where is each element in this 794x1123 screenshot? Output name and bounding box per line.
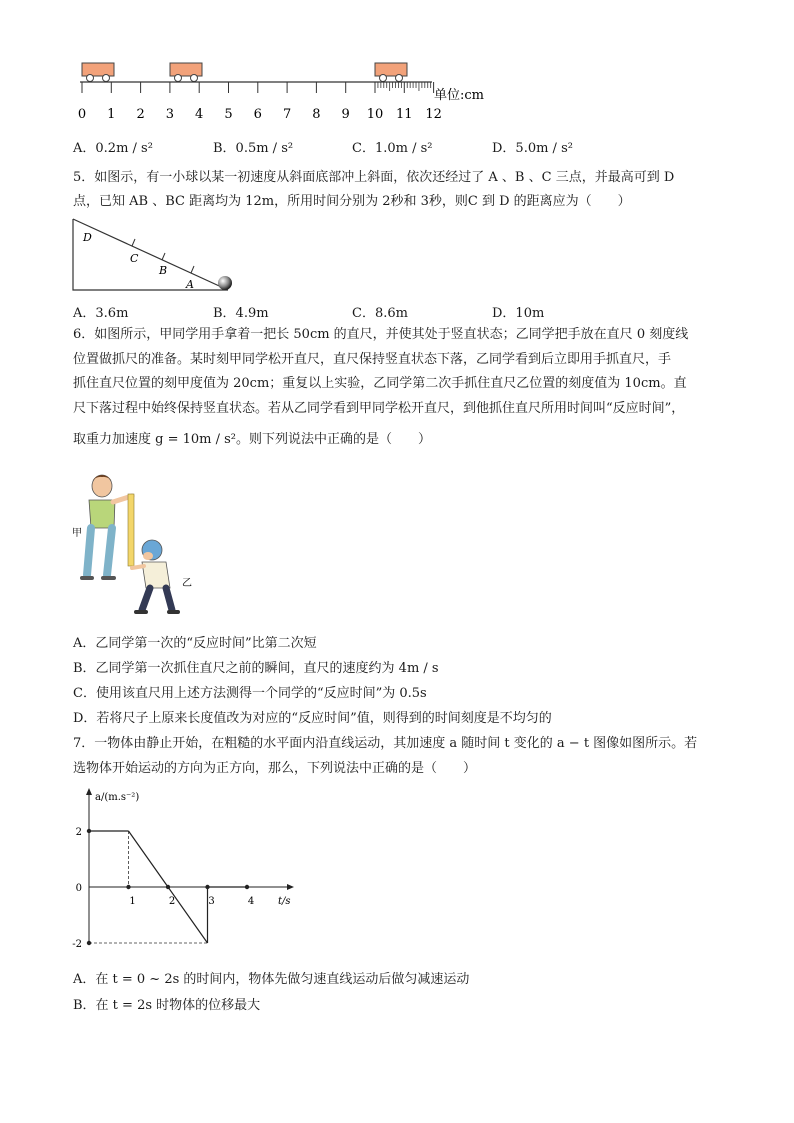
ruler-tick-label: 0 [77, 107, 87, 122]
q6-text-line5: 取重力加速度 g = 10m / s²。则下列说法中正确的是（ ） [73, 432, 432, 447]
q5-option-c: C．8.6m [352, 306, 408, 321]
reaction-time-illustration [70, 470, 200, 620]
ruler-unit: 单位:cm [434, 88, 484, 103]
y-axis-arrow [86, 788, 92, 795]
data-point [87, 829, 91, 833]
q6-option-a: A．乙同学第一次的“反应时间”比第二次短 [73, 636, 317, 651]
q6-option-b: B．乙同学第一次抓住直尺之前的瞬间，直尺的速度约为 4m / s [73, 661, 439, 676]
q7-text-line1: 7．一物体由静止开始，在粗糙的水平面内沿直线运动，其加速度 a 随时间 t 变化的 a − t 图像如图所示。若 [73, 736, 698, 751]
q5-text-line1: 5．如图示，有一小球以某一初速度从斜面底部冲上斜面，依次还经过了 A 、B 、C 三点，并最高可到 D [73, 170, 675, 185]
cart-1 [82, 63, 114, 82]
series-segment [129, 831, 169, 887]
incline-label-b: B [159, 264, 168, 277]
ruler-tick-label: 10 [366, 107, 384, 122]
q4-option-c: C．1.0m / s² [352, 141, 433, 156]
cart-3 [375, 63, 407, 82]
incline-label-a: A [186, 278, 194, 291]
ruler-figure [70, 56, 510, 128]
ruler-tick-label: 1 [107, 107, 116, 122]
ruler-tick-label: 9 [341, 107, 350, 122]
ruler-tick-label: 8 [312, 107, 321, 122]
data-point [205, 885, 209, 889]
incline-label-d: D [83, 231, 92, 244]
x-tick-label: 3 [208, 896, 215, 907]
ruler-tick-label: 6 [253, 107, 262, 122]
q6-text-line4: 尺下落过程中始终保持竖直状态。若从乙同学看到甲同学松开直尺，到他抓住直尺所用时间叫“反应时间”， [73, 401, 685, 416]
ruler-tick-label: 5 [224, 107, 233, 122]
x-axis-label: t/s [278, 896, 291, 907]
q7-text-line2: 选物体开始运动的方向为正方向，那么，下列说法中正确的是（ ） [73, 761, 477, 776]
a-t-chart [70, 784, 310, 959]
person-jia-label: 甲 [72, 528, 82, 539]
ruler-tick-label: 7 [282, 107, 292, 122]
y-axis-label: a/(m.s⁻²) [95, 792, 140, 803]
q5-option-d: D．10m [492, 306, 545, 321]
q4-option-a: A．0.2m / s² [73, 141, 153, 156]
data-point [245, 885, 249, 889]
q4-option-d: D．5.0m / s² [492, 141, 573, 156]
y-tick-label: 2 [75, 827, 82, 838]
q7-option-b: B．在 t = 2s 时物体的位移最大 [73, 998, 261, 1013]
ruler-tick-label: 3 [165, 107, 175, 122]
person-yi-label: 乙 [182, 578, 192, 589]
ruler-ticks [82, 82, 434, 93]
ruler-labels [78, 107, 442, 122]
x-tick-label: 1 [129, 896, 136, 907]
x-tick-label: 4 [247, 896, 255, 907]
ruler-tick-label: 4 [195, 107, 204, 122]
ruler-tick-label: 12 [425, 107, 442, 122]
q4-option-b: B．0.5m / s² [213, 141, 294, 156]
ruler-tick-label: 11 [396, 107, 413, 122]
chart-ticks [72, 827, 254, 950]
q6-option-c: C．使用该直尺用上述方法测得一个同学的“反应时间”为 0.5s [73, 686, 427, 701]
x-tick-label: 2 [168, 896, 176, 907]
x-axis-arrow [287, 884, 294, 890]
q5-text-line2: 点，已知 AB 、BC 距离均为 12m，所用时间分别为 2秒和 3秒，则C 到 D 的距离应为（ ） [73, 194, 631, 209]
q6-text-line3: 抓住直尺位置的刻甲度值为 20cm；重复以上实验，乙同学第二次手抓住直尺乙位置的刻度值为 10cm。直 [73, 376, 687, 391]
y-tick-label: -2 [72, 939, 82, 950]
incline-figure [70, 216, 240, 296]
ruler-tick-label: 2 [136, 107, 145, 122]
q6-option-d: D．若将尺子上原来长度值改为对应的“反应时间”值，则得到的时间刻度是不均匀的 [73, 711, 552, 726]
ball [218, 276, 232, 290]
q6-text-line2: 位置做抓尺的准备。某时刻甲同学松开直尺，直尺保持竖直状态下落，乙同学看到后立即用手抓直尺，手 [73, 352, 672, 367]
incline-label-c: C [130, 252, 139, 265]
q5-option-b: B．4.9m [213, 306, 269, 321]
data-point [87, 941, 91, 945]
data-point [126, 885, 130, 889]
q6-text-line1: 6．如图所示，甲同学用手拿着一把长 50cm 的直尺，并使其处于竖直状态；乙同学把手放在直尺 0 刻度线 [73, 327, 689, 342]
q5-option-a: A．3.6m [73, 306, 129, 321]
cart-2 [170, 63, 202, 82]
data-point [166, 885, 170, 889]
y-tick-label: 0 [75, 883, 82, 894]
q7-option-a: A．在 t = 0 ~ 2s 的时间内，物体先做匀速直线运动后做匀减速运动 [73, 972, 470, 987]
